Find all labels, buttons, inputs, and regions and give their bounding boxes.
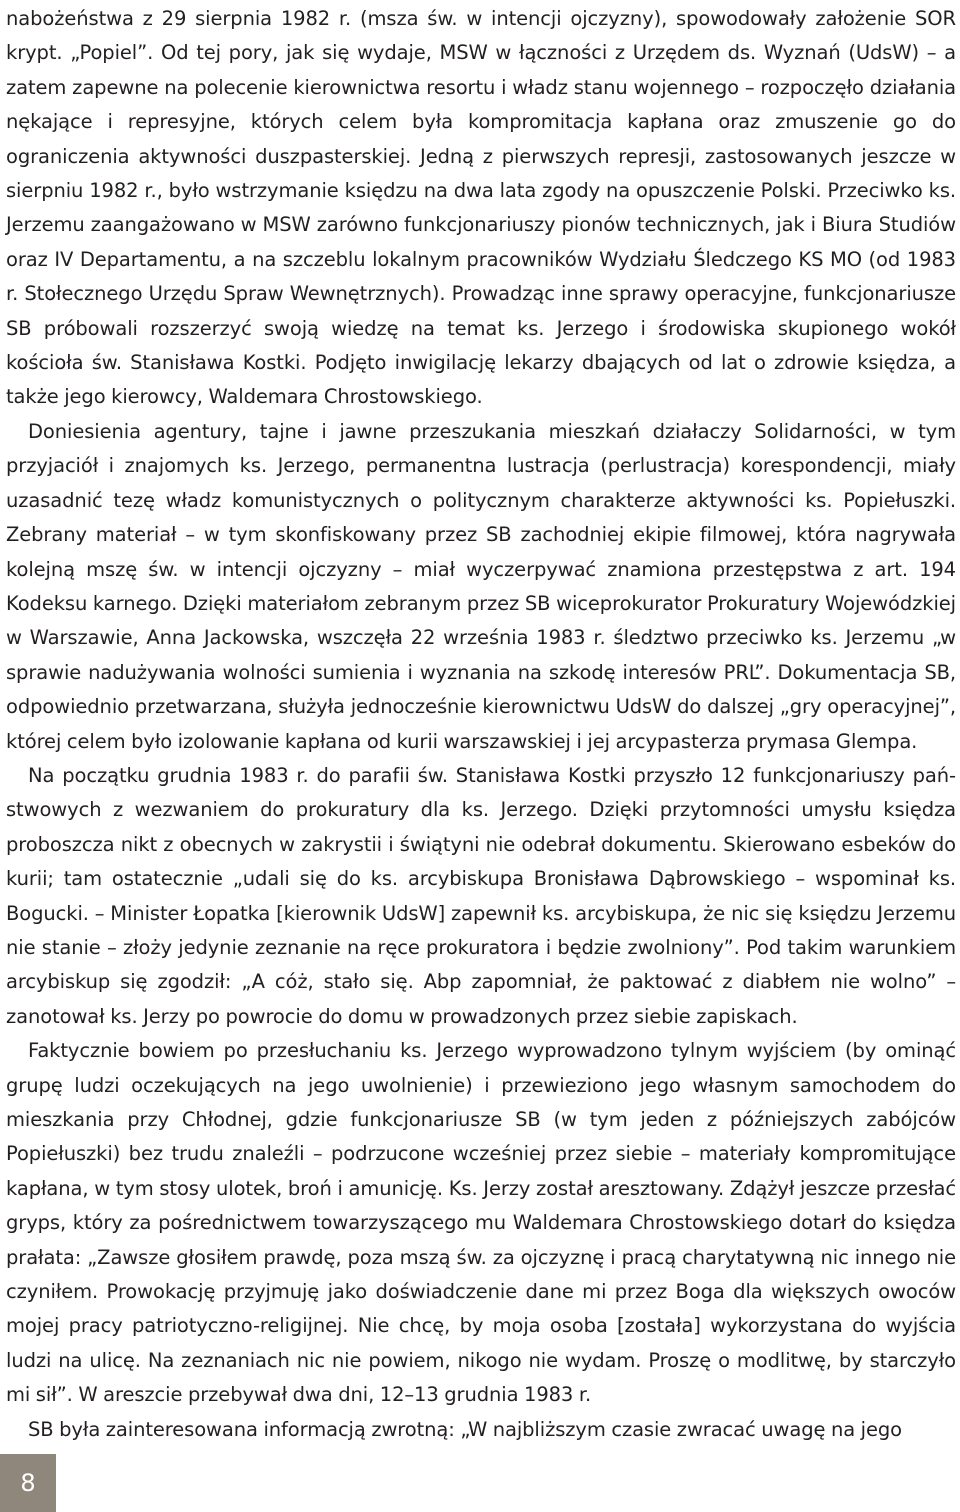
paragraph: Na początku grudnia 1983 r. do parafii św. Stanisława Kostki przyszło 12 funkcjonariuszy państwowych z wezwaniem do prokuratury dla ks. Jerzego. Dzięki przytomności umysłu księdza proboszcza nikt z obecnych w zakrystii i świątyni nie odebrał dokumentu. Skierowano esbeków do kurii; tam ostatecznie „udali się do ks. arcybiskupa Bronisława Dąbrowskiego – wspominał ks. Bogucki. – Minister Łopatka [kierownik UdsW] zapewnił ks. arcybiskupa, że nic się księdzu Jerzemu nie stanie – złoży jedynie zeznanie na ręce prokuratora i będzie zwolniony”. Pod takim warunkiem arcybiskup się zgodził: „A cóż, stało się. Abp zapomniał, że paktować z diabłem nie wolno” – zanotował ks. Jerzy po powrocie do domu w prowadzonych przez siebie zapiskach. [6, 763, 956, 1028]
paragraph: SB była zainteresowana informacją zwrotną: „W najbliższym czasie zwracać uwagę na jego [28, 1417, 903, 1441]
page-body [6, 2, 956, 1447]
paragraph: Faktycznie bowiem po przesłuchaniu ks. Jerzego wyprowadzono tylnym wyjściem (by ominąć grupę ludzi oczekujących na jego uwolnienie) i przewieziono jego własnym samochodem do mieszkania przy Chłodnej, gdzie funkcjonariusze SB (w tym jeden z późniejszych zabójców Popiełuszki) bez trudu znaleźli – podrzucone wcześniej przez siebie – materiały kompromitujące kapłana, w tym stosy ulotek, broń i amunicję. Ks. Jerzy został aresztowany. Zdążył jeszcze przesłać gryps, który za pośrednictwem towarzyszącego mu Waldemara Chrostowskiego dotarł do księdza prałata: „Zawsze głosiłem prawdę, poza mszą św. za ojczyznę i pracą charytatywną nic innego nie czyniłem. Prowokację przyjmuję jako doświadczenie dane mi przez Boga dla większych owoców mojej pracy patriotyczno-religijnej. Nie chcę, by moja osoba [została] wykorzystana do wyjścia ludzi na ulicę. Na zeznaniach nic nie powiem, nikogo nie wydam. Proszę o modlitwę, by starczyło mi sił”. W areszcie przebywał dwa dni, 12–13 grudnia 1983 r. [6, 1039, 956, 1407]
page-number-box [0, 1454, 56, 1512]
paragraph: nabożeństwa z 29 sierpnia 1982 r. (msza św. w intencji ojczyzny), spowodowały założenie SOR krypt. „Popiel”. Od tej pory, jak się wydaje, MSW w łączności z Urzędem ds. Wyznań (UdsW) – a zatem zapewne na polecenie kierownictwa resortu i władz stanu wojennego – rozpoczęło działania nękające i represyjne, których celem była kompromitacja kapłana oraz zmuszenie go do ograniczenia aktywności duszpasterskiej. Jedną z pierwszych represji, zastosowanych jeszcze w sierpniu 1982 r., było wstrzymanie księdzu na dwa lata zgody na opuszczenie Polski. Przeciwko ks. Jerzemu zaangażowano w MSW zarówno funkcjonariuszy pionów technicznych, jak i Biura Studiów oraz IV Departamentu, a na szczeblu lokalnym pracowników Wydziału Śledczego KS MO (od 1983 r. Stołecznego Urzędu Spraw Wewnętrznych). Prowadząc inne sprawy operacyjne, funkcjonariusze SB próbowali rozszerzyć swoją wiedzę na temat ks. Jerzego i środowiska skupionego wokół kościoła św. Stanisława Kostki. Podjęto inwigilację lekarzy dbających od lat o zdrowie księdza, a także jego kierowcy, Waldemara Chrostowskiego. [6, 7, 956, 409]
page-number: 8 [20, 1469, 36, 1497]
paragraph: Doniesienia agentury, tajne i jawne przeszukania mieszkań działaczy Solidarności, w tym przyjaciół i znajomych ks. Jerzego, permanentna lustracja (perlustracja) korespondencji, miały uzasadnić tezę władz komunistycznych o politycznym charakterze aktywności ks. Popiełuszki. Zebrany materiał – w tym skonfiskowany przez SB zachodniej ekipie filmowej, która nagrywała kolejną mszę św. w intencji ojczyzny – miał wyczerpywać znamiona przestępstwa z art. 194 Kodeksu karnego. Dzięki materiałom zebranym przez SB wiceprokurator Prokuratury Wojewódzkiej w Warszawie, Anna Jackowska, wszczęła 22 września 1983 r. śledztwo przeciwko ks. Jerzemu „w sprawie nadużywania wolności sumienia i wyznania na szkodę interesów PRL”. Dokumentacja SB, odpowiednio przetwarzana, służyła jednocześnie kierownictwu UdsW do dalszej „gry operacyjnej”, której celem było izolowanie kapłana od kurii warszawskiej i jej arcypasterza prymasa Glempa. [6, 419, 956, 753]
